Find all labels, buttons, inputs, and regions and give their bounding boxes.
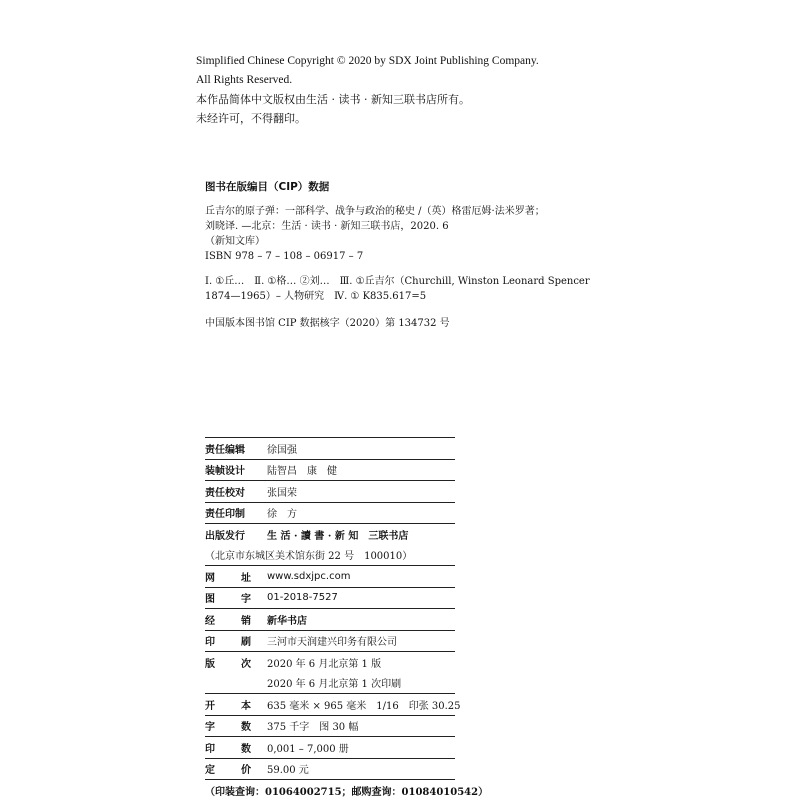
word-count-value: 375 千字 图 30 幅 [267,722,359,734]
colophon-row [205,737,565,758]
publisher-address: （北京市东城区美术馆东街 22 号 100010） [205,551,413,563]
colophon-value: 三河市天润建兴印务有限公司 [267,637,397,649]
colophon-row-contact [205,780,565,801]
colophon-label: 责任编辑 [205,444,245,456]
colophon-label: 印 刷 [205,637,251,649]
colophon-label: 定 价 [205,765,251,777]
copyright-line-english: Simplified Chinese Copyright © 2020 by SDX Joint Publishing Company. [196,55,539,67]
cip-subject-line: 1874—1965）– 人物研究 Ⅳ. ① K835.617=5 [205,291,427,302]
printing-value: 2020 年 6 月北京第 1 次印刷 [267,679,402,691]
colophon-row [205,609,565,630]
cip-entry-line: 刘晓译. —北京：生活 · 读书 · 新知三联书店，2020. 6 [205,221,449,232]
colophon-row [205,694,565,715]
no-reprint-line: 未经许可，不得翻印。 [196,112,306,125]
colophon-row-address [205,545,565,566]
colophon-label: 责任校对 [205,487,245,499]
colophon [205,437,565,801]
colophon-row [205,460,565,481]
cip-subject-line: Ⅰ. ①丘… Ⅱ. ①格… ②刘… Ⅲ. ①丘吉尔（Churchill, Winston Leonard Spencer [205,276,590,287]
colophon-row-publisher [205,524,565,545]
colophon-row [205,481,565,502]
colophon-row [205,716,565,737]
colophon-label: 责任印制 [205,509,245,521]
colophon-row-printing [205,673,565,694]
colophon-value: 徐 方 [267,509,297,521]
colophon-label: 字 数 [205,722,251,734]
colophon-value: 徐国强 [267,444,297,456]
cip-entry-line: 丘吉尔的原子弹：一部科学、战争与政治的秘史 /（英）格雷厄姆·法米罗著； [205,206,545,217]
price-value: 59.00 元 [267,765,309,777]
publisher-name: 生 活 · 讀 書 · 新 知 三联书店 [267,530,409,542]
colophon-label: 网 址 [205,572,251,584]
format-value: 635 毫米 × 965 毫米 1/16 印张 30.25 [267,700,461,712]
colophon-value: 张国荣 [267,487,297,499]
colophon-row [205,759,565,780]
colophon-label: 开 本 [205,700,251,712]
colophon-label: 版 次 [205,658,251,670]
cip-entry-line: （新知文库） [205,236,265,247]
colophon-label: 经 销 [205,615,251,627]
colophon-row [205,438,565,459]
cip-data-block [205,180,625,331]
colophon-row [205,652,565,673]
cip-isbn: ISBN 978 – 7 – 108 – 06917 – 7 [205,251,364,262]
colophon-value: 新华书店 [267,615,307,627]
contact-info: （印装查询：01064002715；邮购查询：01084010542） [205,786,489,798]
colophon-label: 出版发行 [205,530,245,542]
colophon-value: 01-2018-7527 [267,592,338,604]
print-run-value: 0,001 – 7,000 册 [267,743,349,755]
cip-heading: 图书在版编目（CIP）数据 [205,181,330,193]
copyright-line-chinese: 本作品简体中文版权由生活 · 读书 · 新知三联书店所有。 [196,93,470,106]
colophon-label: 图 字 [205,594,251,606]
website-value: www.sdxjpc.com [267,570,351,582]
copyright-notice [196,52,539,128]
rights-reserved-line: All Rights Reserved. [196,74,293,86]
colophon-row [205,631,565,652]
colophon-label: 装帧设计 [205,466,245,478]
colophon-row [205,503,565,524]
colophon-row [205,588,565,609]
colophon-label: 印 数 [205,743,251,755]
cip-record-number: 中国版本图书馆 CIP 数据核字（2020）第 134732 号 [205,318,450,329]
colophon-row [205,566,565,587]
edition-value: 2020 年 6 月北京第 1 版 [267,658,382,670]
colophon-value: 陆智昌 康 健 [267,466,337,478]
